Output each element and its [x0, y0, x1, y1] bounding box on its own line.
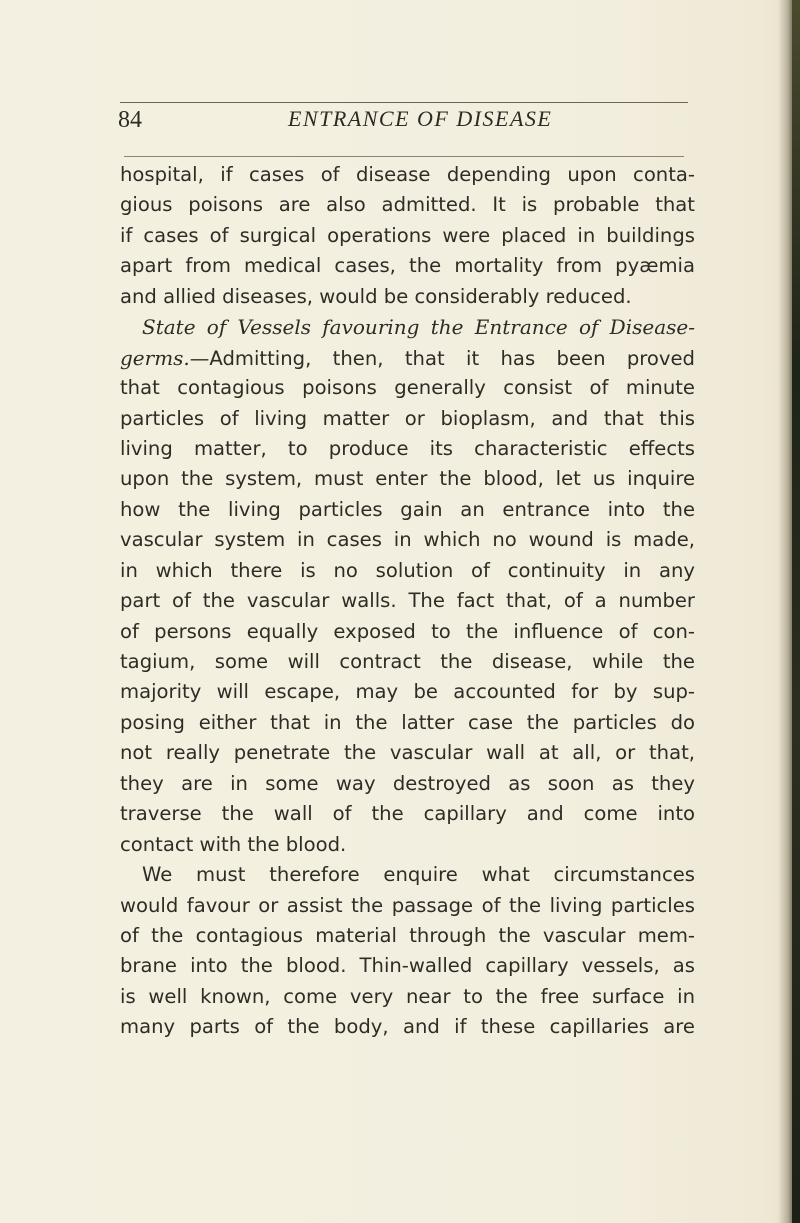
- book-spine-edge: [792, 0, 800, 1223]
- text-line: brane into the blood. Thin-walled capillary vessels, as: [120, 954, 695, 978]
- text-line: contact with the blood.: [120, 832, 347, 856]
- text-line: vascular system in cases in which no wound is made,: [120, 528, 695, 552]
- text-line: part of the vascular walls. The fact that, of a number: [120, 589, 695, 613]
- section-heading-line: [120, 312, 695, 342]
- text-line: traverse the wall of the capillary and come into: [120, 802, 695, 826]
- section-heading: State of Vessels favouring the Entrance of Disease-: [142, 315, 695, 340]
- text-line: of persons equally exposed to the influence of con-: [120, 619, 695, 643]
- page-number: 84: [118, 107, 142, 133]
- section-heading-end: germs.: [120, 345, 190, 370]
- page-header: [118, 100, 698, 156]
- text-line: is well known, come very near to the free surface in: [120, 984, 695, 1008]
- text-line: tagium, some will contract the disease, while the: [120, 650, 695, 673]
- text-line: apart from medical cases, the mortality from pyæmia: [120, 254, 695, 278]
- text-line: that contagious poisons generally consist of minute: [120, 376, 695, 400]
- text-line: how the living particles gain an entrance into the: [120, 497, 695, 521]
- text-line: many parts of the body, and if these capillaries are: [120, 1015, 695, 1039]
- text-line: and allied diseases, would be considerably reduced.: [120, 284, 632, 308]
- text-line: particles of living matter or bioplasm, and that this: [120, 406, 695, 430]
- text-line: living matter, to produce its characteristic effects: [120, 436, 695, 460]
- text-line: of the contagious material through the vascular mem-: [120, 923, 695, 947]
- text-line: majority will escape, may be accounted for by sup-: [120, 680, 695, 704]
- text-line: upon the system, must enter the blood, let us inquire: [120, 467, 695, 491]
- text-line: in which there is no solution of continuity in any: [120, 558, 695, 582]
- text-line: hospital, if cases of disease depending upon conta-: [120, 163, 695, 186]
- text-line: if cases of surgical operations were placed in buildings: [120, 223, 695, 247]
- text-line: they are in some way destroyed as soon as they: [120, 771, 695, 795]
- running-head: ENTRANCE OF DISEASE: [288, 106, 553, 131]
- body-text: [120, 160, 695, 1043]
- text-line: posing either that in the latter case the particles do: [120, 710, 695, 734]
- paragraph-start-line: We must therefore enquire what circumstances: [142, 863, 695, 887]
- text-line: germs.—Admitting, then, that it has been proved: [120, 345, 695, 370]
- text-line: not really penetrate the vascular wall at all, or that,: [120, 741, 695, 765]
- text-line: gious poisons are also admitted. It is probable that: [120, 193, 695, 217]
- text-line: would favour or assist the passage of the living particles: [120, 893, 695, 917]
- header-bottom-rule: [124, 156, 684, 157]
